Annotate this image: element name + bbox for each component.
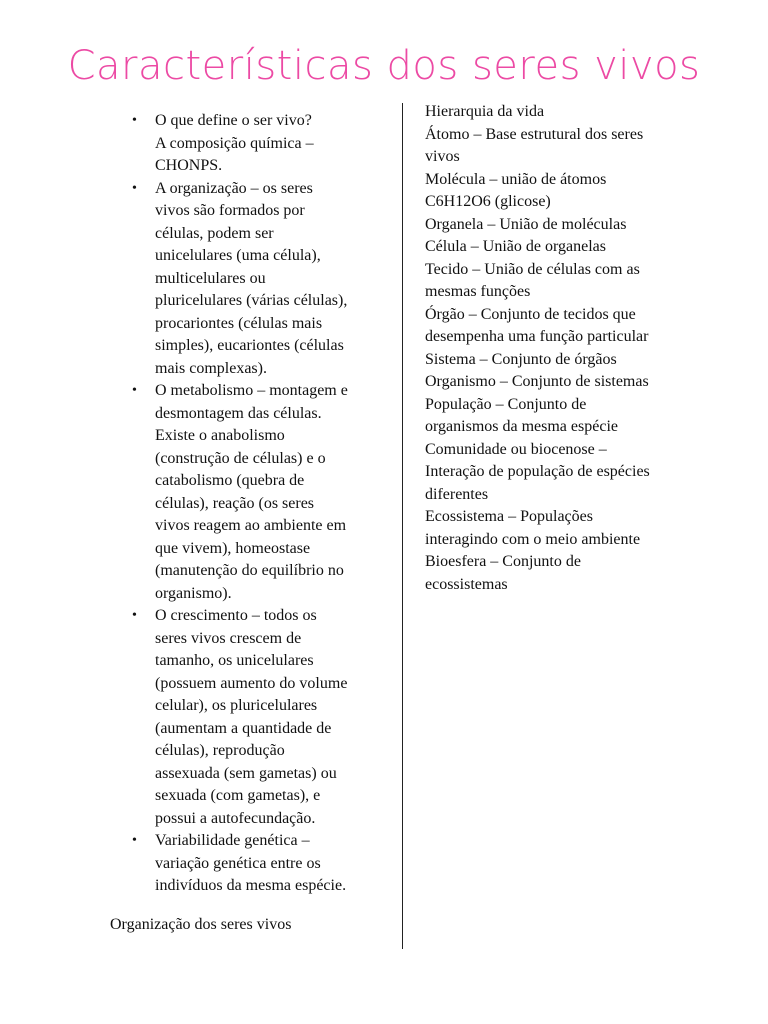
hierarchy-line: Interação de população de espécies (425, 463, 650, 480)
list-item (110, 605, 385, 830)
list-item-text: Variabilidade genética – variação genética entre os indivíduos da mesma espécie. (155, 832, 347, 894)
bullet-icon: • (132, 608, 137, 623)
left-column (110, 110, 385, 898)
hierarchy-line: Tecido – União de células com as (425, 260, 640, 278)
list-item-text: A organização – os seres vivos são formados por células, podem ser unicelulares (uma célula), multicelulares ou pluricelulares (várias células), procariontes (células mais simples), eucariontes (células mais complexas). (155, 179, 348, 377)
bullet-icon: • (132, 383, 137, 398)
hierarchy-line: Átomo – Base estrutural dos seres (425, 125, 644, 143)
hierarchy-line: ecossistemas (425, 575, 508, 593)
list-item (110, 110, 385, 178)
list-item (110, 380, 385, 605)
hierarchy-line: mesmas funções (425, 283, 531, 300)
hierarchy-line: Ecossistema – Populações (425, 508, 593, 525)
hierarchy-line: Célula – União de organelas (425, 238, 606, 255)
hierarchy-line: vivos (425, 148, 460, 165)
hierarchy-line: Organismo – Conjunto de sistemas (425, 373, 649, 390)
hierarchy-line: interagindo com o meio ambiente (425, 530, 641, 548)
hierarchy-line: Sistema – Conjunto de órgãos (425, 350, 617, 368)
hierarchy-line: Organela – União de moléculas (425, 215, 627, 233)
hierarchy-line: Comunidade ou biocenose – (425, 440, 607, 458)
bullet-icon: • (132, 113, 137, 128)
list-item-text: O que define o ser vivo? A composição química – CHONPS. (155, 112, 314, 174)
section-heading-organizacao: Organização dos seres vivos (110, 916, 292, 933)
list-item (110, 178, 385, 381)
hierarchy-line: Bioesfera – Conjunto de (425, 553, 581, 570)
page-title: Características dos seres vivos (67, 43, 701, 89)
list-item-text: O crescimento – todos os seres vivos crescem de tamanho, os unicelulares (possuem aumento do volume celular), os pluricelulares (aumentam a quantidade de células), reprodução assexuada (sem gametas) ou sexuada (com gametas), e possui a autofecundação. (155, 607, 348, 827)
hierarchy-line: Hierarquia da vida (425, 103, 545, 120)
right-column (425, 101, 690, 596)
hierarchy-line: C6H12O6 (glicose) (425, 193, 551, 210)
list-item-text: O metabolismo – montagem e desmontagem das células. Existe o anabolismo (construção de células) e o catabolismo (quebra de células), reação (os seres vivos reagem ao ambiente em que vivem), homeostase (manutenção do equilíbrio no organismo). (155, 382, 348, 602)
hierarchy-line: Órgão – Conjunto de tecidos que (425, 305, 636, 323)
hierarchy-line: População – Conjunto de (425, 395, 587, 413)
hierarchy-line: diferentes (425, 485, 489, 503)
column-divider (402, 103, 403, 949)
list-item (110, 830, 385, 898)
bullet-icon: • (132, 833, 137, 848)
hierarchy-line: Molécula – união de átomos (425, 170, 607, 188)
hierarchy-line: desempenha uma função particular (425, 328, 649, 345)
bullet-list (110, 110, 385, 898)
bullet-icon: • (132, 180, 137, 196)
hierarchy-line: organismos da mesma espécie (425, 418, 618, 435)
